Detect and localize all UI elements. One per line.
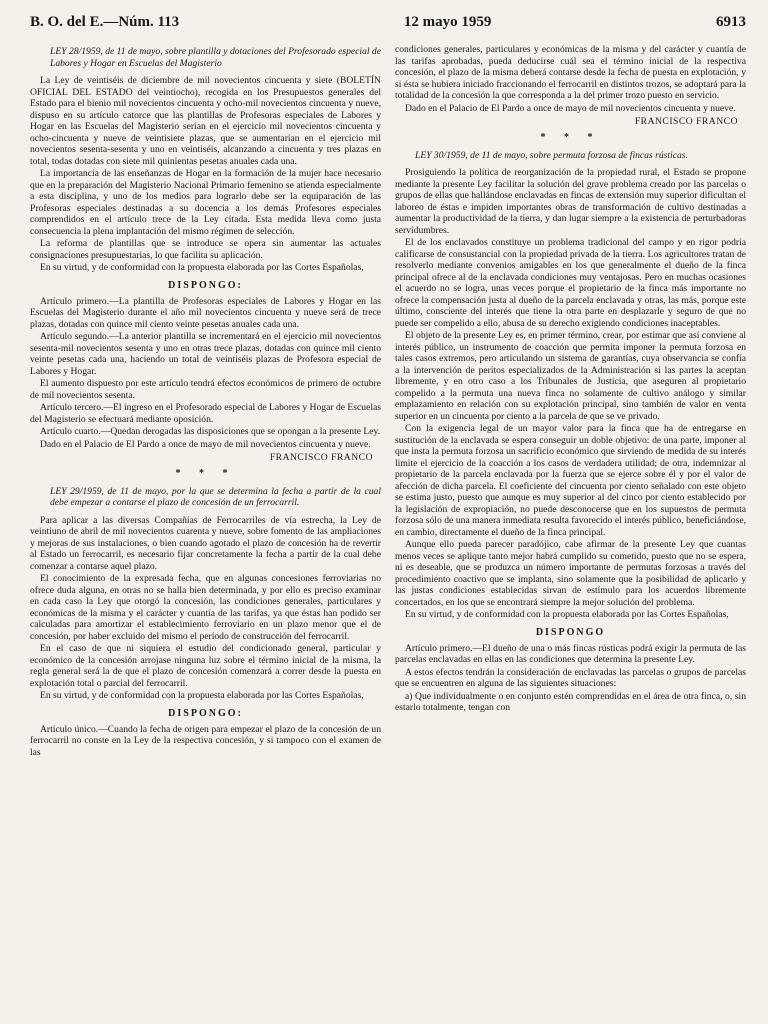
paragraph: En el caso de que ni siquiera el estudio del condicionado general, particular y económico de la concesión arrojase ninguna luz sobre el término inicial de la misma, la regla general será la de que el plazo de concesión comenzará a correr desde la puesta en explotación total o parcial del ferrocarril. xyxy=(30,643,381,689)
paragraph: Aunque ello pueda parecer paradójico, cabe afirmar de la presente Ley que cuantas menos veces se aplique tanto mejor habrá cumplido su cometido, puesto que no se espera, ni es deseable, que se produzca un número importante de permutas forzosas a través del procedimiento coactivo que se implanta, sino solamente que la posibilidad de aplicarlo y las justas condiciones establecidas sirvan de estímulo para los acuerdos libremente concertados, en los que se encontrará siempre la mejor solución del problema. xyxy=(395,539,746,608)
page-header xyxy=(30,14,746,40)
dispongo-heading: DISPONGO xyxy=(535,626,606,638)
given-at: Dado en el Palacio de El Pardo a once de mayo de mil novecientos cincuenta y nueve. xyxy=(405,102,736,114)
law-30-title: LEY 30/1959, de 11 de mayo, sobre permuta forzosa de fincas rústicas. xyxy=(415,149,688,161)
right-column xyxy=(395,44,746,759)
paragraph: El objeto de la presente Ley es, en primer término, crear, por estimar que así conviene al interés público, un instrumento de coacción que permita imponer la permuta forzosa en tales casos extremos, pero articulando un sistema de garantías, cuya observancia se confía a la intervención de peritos especializados de la Administración si las partes la aceptan libremente, y en otro caso a los Tribunales de Justicia, que aseguren al propietario compelido a la permuta una nueva finca no solamente de cultivo análogo y similar emplazamiento en relación con su explotación principal, sino también de valor en venta superior en un cincuenta por ciento a la parcela de que se ve privado. xyxy=(395,330,746,422)
paragraph: En su virtud, y de conformidad con la propuesta elaborada por las Cortes Españolas, xyxy=(405,609,729,620)
paragraph: condiciones generales, particulares y económicas de la misma y del carácter y cuantía de las tarifas aprobadas, pueda deducirse cuál sea el término inicial de la respectiva concesión, el plazo de la misma deberá contarse desde la fecha de puesta en explotación, y si ésta se hubiera iniciado fraccionando el ferrocarril en distintos trozos, se adoptará para la totalidad de la concesión la que corresponda a la del primer trozo puesto en servicio. xyxy=(395,44,746,101)
dispongo-heading: DISPONGO: xyxy=(168,279,243,291)
article: Artículo único.—Cuando la fecha de origen para empezar el plazo de la concesión de un ferrocarril no conste en la Ley de la respectiva concesión, y si tampoco con el examen de las xyxy=(30,723,381,758)
paragraph: El conocimiento de la expresada fecha, que en algunas concesiones ferroviarias no ofrece duda alguna, en otras no se halla bien determinada, y por ello es preciso examinar en cada caso la Ley que otorgó la concesión, las condiciones generales, particulares y económicas de la misma y el carácter y cuantía de las tarifas, ya que éstas han podido ser calculadas para amortizar el establecimiento ferroviario en un plazo menor que el de concesión, por haber excluido del mismo el período de construcción del ferrocarril. xyxy=(30,573,381,642)
paragraph: La Ley de veintiséis de diciembre de mil novecientos cincuenta y siete (BOLETÍN OFICIAL DEL ESTADO del veintiocho), recogida en los Presupuestos generales del Estado para el bienio mil novecientos cincuenta y ocho-mil novecientos cincuenta y nueve, dispuso en su artículo catorce que las plantillas de Profesoras especiales de Labores y Hogar en las Escuelas del Magisterio serían en el ejercicio mil novecientos cincuenta y ocho-cincuenta y nueve de veintisiete plazas, que se aumentarían en el ejercicio mil novecientos sesenta-sesenta y uno en veintiséis, alcanzando a cincuenta y tres plazas en total, todas dotadas con siete mil quinientas pesetas anuales cada una. xyxy=(30,75,381,167)
article: Artículo primero.—El dueño de una o más fincas rústicas podrá exigir la permuta de las parcelas enclavadas en ellas en las condiciones que determina la presente Ley. xyxy=(395,642,746,665)
paragraph: El aumento dispuesto por este artículo tendrá efectos económicos de primero de octubre de mil novecientos sesenta. xyxy=(30,378,381,401)
paragraph: a) Que individualmente o en conjunto estén comprendidas en el área de otra finca, o, sin estarlo totalmente, tengan con xyxy=(395,690,746,713)
paragraph: En su virtud, y de conformidad con la propuesta elaborada por las Cortes Españolas, xyxy=(40,262,364,273)
section-separator: * * * xyxy=(175,467,236,479)
article: Artículo primero.—La plantilla de Profesoras especiales de Labores y Hogar en las Escuelas del Magisterio durante el año mil novecientos cincuenta y nueve será de trece plazas, dotadas con quince mil ciento veinte pesetas anuales cada una. xyxy=(30,295,381,330)
left-column xyxy=(30,44,381,759)
signature: FRANCISCO FRANCO xyxy=(269,452,373,463)
header-gazette: B. O. del E.—Núm. 113 xyxy=(30,14,180,30)
law-29-title: LEY 29/1959, de 11 de mayo, por la que se determina la fecha a partir de la cual debe empezar a contarse el plazo de concesión de un ferrocarril. xyxy=(50,485,381,508)
article: Artículo tercero.—El ingreso en el Profesorado especial de Labores y Hogar de Escuelas del Magisterio se efectuará mediante oposición. xyxy=(30,402,381,425)
paragraph: En su virtud, y de conformidad con la propuesta elaborada por las Cortes Españolas, xyxy=(40,690,364,701)
paragraph: Para aplicar a las diversas Compañías de Ferrocarriles de vía estrecha, la Ley de veintiuno de abril de mil novecientos cuarenta y nueve, sobre fomento de las ampliaciones y mejoras de sus instalaciones, o bien cuando agotado el plazo de concesión ha de revertir al Estado un ferrocarril, es necesario fijar concretamente la fecha a partir de la cual debe comenzar a contarse aquel plazo. xyxy=(30,514,381,572)
header-page-number: 6913 xyxy=(716,14,746,30)
law-28-title: LEY 28/1959, de 11 de mayo, sobre plantilla y dotaciones del Profesorado especial de Labores y Hogar en Escuelas del Magisterio xyxy=(50,46,381,69)
paragraph: La importancia de las enseñanzas de Hogar en la formación de la mujer hace necesario que en la preparación del Magisterio Nacional Primario femenino se atienda especialmente a esta disciplina, y uno de los medios para lograrlo debe ser la equiparación de las Profesoras especiales destinadas a su docencia a los demás Profesores especiales comprendidos en el artículo trece de la Ley citada. Esta medida lleva como justa consecuencia la plena implantación del mismo régimen de selección. xyxy=(30,168,381,237)
paragraph: Con la exigencia legal de un mayor valor para la finca que ha de entregarse en sustitución de la enclavada se espera conseguir un doble objetivo: de una parte, imponer al que insta la permuta forzosa un sacrificio económico que sirviendo de medida de su interés limite el ejercicio de la coacción a los casos de verdadera utilidad; de otra, indemnizar al propietario de la parcela enclavada por la fuerza que se ejerce sobre él y por el valor de afección de dicha parcela. El coeficiente del cincuenta por ciento señalado con este objeto se estima justo, puesto que aunque es muy superior al del cinco por ciento establecido por la legislación de expropiación, no puede desconocerse que en los supuestos de permuta forzosa sólo de una manera inmediata resulta favorecido el interés público, beneficiándose, en cambio, directamente el dueño de la finca principal. xyxy=(395,423,746,538)
article: Artículo segundo.—La anterior plantilla se incrementará en el ejercicio mil novecientos sesenta-mil novecientos sesenta y uno en otras trece plazas, dotadas con quince mil ciento veinte pesetas cada una, haciendo un total de veintiséis plazas de Profesora especial de Labores y Hogar. xyxy=(30,331,381,377)
columns xyxy=(30,44,746,759)
paragraph: La reforma de plantillas que se introduce se opera sin aumentar las actuales consignaciones presupuestarias, lo que facilita su aplicación. xyxy=(30,238,381,261)
paragraph: El de los enclavados constituye un problema tradicional del campo y en rigor podría calificarse de consustancial con la propiedad privada de la tierra. Los agricultores tratan de resolverlo mediante convenios amigables en los que generalmente el dueño de la finca principal ofrece al de la enclavada condiciones muy ventajosas. Pero en muchas ocasiones el acuerdo no se logra, unas veces porque el propietario de la finca más importante no ofrece la compensación justa al dueño de la parcela enclavada y otras, las más, porque este último, consciente del interés que tiene la otra parte en desplazarle y seguro de que no puede ser compelido a ello, abusa de su derecho exigiendo condiciones inaceptables. xyxy=(395,237,746,329)
dispongo-heading: DISPONGO: xyxy=(168,707,243,719)
paragraph: A estos efectos tendrán la consideración de enclavadas las parcelas o grupos de parcelas que se encuentren en alguna de las siguientes situaciones: xyxy=(395,666,746,689)
article: Artículo cuarto.—Quedan derogadas las disposiciones que se opongan a la presente Ley. xyxy=(40,426,381,437)
given-at: Dado en el Palacio de El Pardo a once de mayo de mil novecientos cincuenta y nueve. xyxy=(40,438,371,450)
section-separator: * * * xyxy=(540,131,601,143)
signature: FRANCISCO FRANCO xyxy=(634,116,738,127)
header-date: 12 mayo 1959 xyxy=(403,14,492,30)
paragraph: Prosiguiendo la política de reorganización de la propiedad rural, el Estado se propone mediante la presente Ley facilitar la solución del grave problema creado por las parcelas o grupos de ellas que hallándose enclavadas en fincas de extensión muy superior dificultan el laboreo de éstas e impiden importantes obras de transformación de cultivo destinadas a aumentar la productividad de la tierra, y dan lugar siempre a la existencia de perturbadoras servidumbres. xyxy=(395,167,746,236)
